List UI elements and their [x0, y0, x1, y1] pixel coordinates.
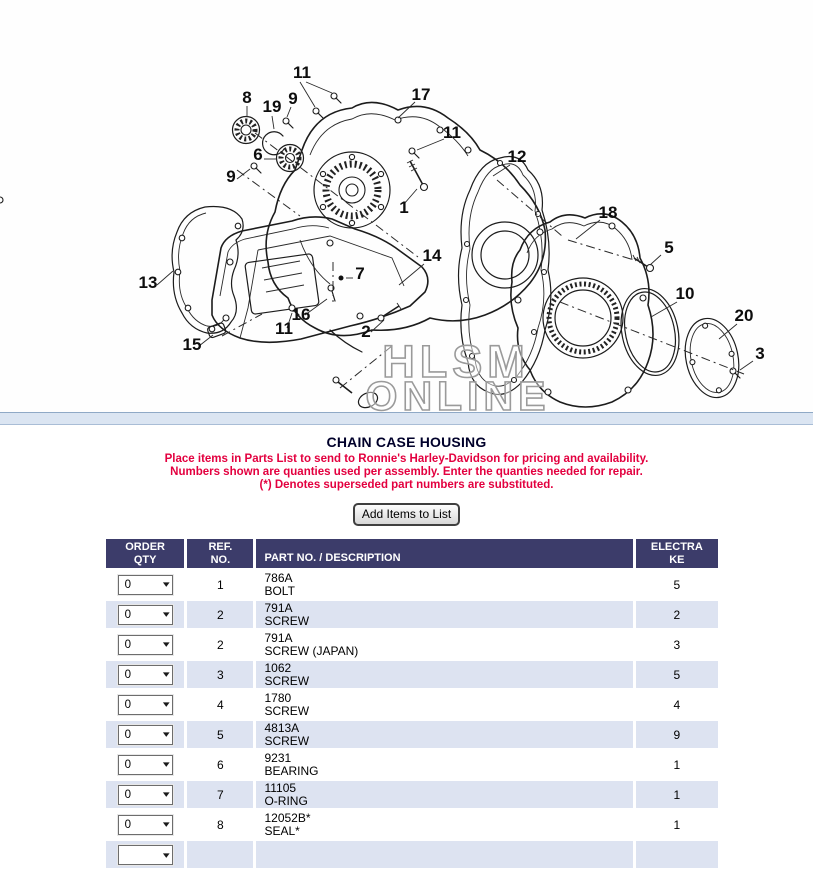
qty-select[interactable]: 0 ▾ [118, 695, 173, 715]
part-number: 1062 [264, 660, 292, 675]
electra-qty-cell [636, 841, 718, 868]
qty-select[interactable]: 0 ▾ [118, 725, 173, 745]
part-callout-15: 15 [182, 335, 202, 354]
part-description: BOLT [264, 583, 295, 598]
part-description-cell [256, 721, 632, 748]
housing-inner [212, 217, 428, 352]
part-callout-13: 13 [138, 273, 158, 292]
part-number: 791A [264, 600, 293, 615]
chevron-down-icon: ▾ [162, 609, 170, 619]
part-number: 9231 [264, 750, 292, 765]
ref-no-cell: 3 [187, 661, 253, 688]
ref-no-cell: 2 [187, 601, 253, 628]
order-qty-cell [106, 781, 184, 808]
part-callout-2: 2 [361, 322, 371, 341]
chevron-down-icon: ▾ [162, 639, 170, 649]
part-number: 12052B* [264, 810, 311, 825]
part-callout-17: 17 [411, 85, 431, 104]
part-callout-11: 11 [293, 63, 311, 82]
part-number: 11105 [264, 780, 297, 795]
part-description-cell [256, 601, 632, 628]
qty-select[interactable] [118, 845, 173, 865]
part-callout-19: 19 [262, 97, 282, 116]
qty-select[interactable]: 0 ▾ [118, 605, 173, 625]
electra-qty-cell: 2 [636, 601, 718, 628]
part-description: SCREW [264, 703, 310, 718]
qty-select[interactable]: 0 ▾ [118, 785, 173, 805]
chevron-down-icon: ▾ [162, 789, 170, 799]
electra-qty-cell: 3 [636, 631, 718, 658]
part-callout-11: 11 [275, 319, 293, 338]
part-callout-12: 12 [507, 147, 527, 166]
ref-no-cell [187, 841, 253, 868]
chevron-down-icon: ▾ [162, 699, 170, 709]
parts-table [103, 536, 721, 871]
qty-select[interactable]: 0 ▾ [118, 815, 173, 835]
order-qty-cell [106, 721, 184, 748]
part-description-cell [256, 811, 632, 838]
chevron-down-icon: ▾ [162, 759, 170, 769]
bearing-part [277, 145, 304, 172]
watermark-line1: HLSM [382, 336, 530, 387]
notice-line-2: Numbers shown are quanties used per assembly. Enter the quanties needed for repair. [170, 466, 643, 478]
electra-qty-cell: 5 [636, 661, 718, 688]
notice-line-3: (*) Denotes superseded part numbers are substituted. [259, 479, 554, 491]
part-callout-9: 9 [226, 167, 236, 186]
part-callout-7: 7 [355, 264, 365, 283]
electra-qty-cell: 1 [636, 811, 718, 838]
part-callout-1: 1 [399, 198, 409, 217]
ref-no-cell: 1 [187, 571, 253, 598]
part-description-cell [256, 571, 632, 598]
qty-select[interactable]: 0 ▾ [118, 755, 173, 775]
col-ref-no: REF. NO. [187, 539, 253, 568]
part-description: SCREW [264, 613, 310, 628]
ref-no-cell: 6 [187, 751, 253, 778]
order-qty-cell [106, 811, 184, 838]
ref-no-cell: 4 [187, 691, 253, 718]
qty-select[interactable]: 0 ▾ [118, 635, 173, 655]
part-description-cell [256, 691, 632, 718]
part-description: SCREW [264, 673, 310, 688]
electra-qty-cell: 5 [636, 571, 718, 598]
ref-no-cell: 8 [187, 811, 253, 838]
table-row [106, 631, 718, 658]
chevron-down-icon: ▾ [162, 579, 170, 589]
ref-no-cell: 5 [187, 721, 253, 748]
part-description: BEARING [264, 763, 319, 778]
callout-labels [139, 63, 765, 363]
part-number: 786A [264, 570, 293, 585]
part-description-cell [256, 661, 632, 688]
part-callout-16: 16 [291, 305, 311, 324]
table-header-row [106, 539, 718, 568]
chevron-down-icon: ▾ [162, 729, 170, 739]
watermark-line2: ONLINE [365, 373, 551, 419]
electra-qty-cell: 9 [636, 721, 718, 748]
table-row [106, 841, 718, 868]
part-callout-11: 11 [443, 123, 461, 142]
order-qty-cell [106, 601, 184, 628]
col-electra: ELECTRA KE [636, 539, 718, 568]
chevron-down-icon: ▾ [162, 669, 170, 679]
part-callout-5: 5 [664, 238, 674, 257]
ref-no-cell: 7 [187, 781, 253, 808]
part-description-cell [256, 631, 632, 658]
notice-text [0, 453, 813, 492]
table-row [106, 751, 718, 778]
part-callout-9: 9 [288, 89, 298, 108]
qty-select[interactable]: 0 ▾ [118, 665, 173, 685]
electra-qty-cell: 1 [636, 751, 718, 778]
gasket-left [172, 207, 243, 334]
table-row [106, 691, 718, 718]
col-order-qty: ORDER QTY [106, 539, 184, 568]
chevron-down-icon: ▾ [162, 819, 170, 829]
table-row [106, 601, 718, 628]
table-row [106, 721, 718, 748]
part-callout-6: 6 [253, 145, 263, 164]
table-row [106, 661, 718, 688]
order-qty-cell [106, 841, 184, 868]
part-callout-18: 18 [598, 203, 618, 222]
part-callout-8: 8 [242, 88, 252, 107]
electra-qty-cell: 1 [636, 781, 718, 808]
part-callout-10: 10 [675, 284, 695, 303]
page-title: CHAIN CASE HOUSING [326, 434, 487, 450]
table-row [106, 571, 718, 598]
part-number: 791A [264, 630, 293, 645]
order-qty-cell [106, 571, 184, 598]
table-row [106, 781, 718, 808]
cover-plate [678, 313, 745, 402]
part-description: SCREW (JAPAN) [264, 643, 359, 658]
add-items-button[interactable]: Add Items to List [353, 503, 460, 526]
electra-qty-cell: 4 [636, 691, 718, 718]
part-description: O-RING [264, 793, 308, 808]
part-description-cell [256, 781, 632, 808]
part-description-cell [256, 841, 632, 868]
notice-line-1: Place items in Parts List to send to Ronnie's Harley-Davidson for pricing and availability. [164, 453, 649, 465]
part-callout-14: 14 [422, 246, 442, 265]
qty-select[interactable]: 0 ▾ [118, 575, 173, 595]
order-qty-cell [106, 631, 184, 658]
seal-part [233, 117, 260, 144]
part-description: SCREW [264, 733, 310, 748]
part-callout-20: 20 [734, 306, 754, 325]
part-number: 4813A [264, 720, 300, 735]
chevron-down-icon: ▾ [162, 849, 170, 860]
parts-diagram [0, 0, 813, 419]
order-qty-cell [106, 751, 184, 778]
table-row [106, 811, 718, 838]
ref-no-cell: 2 [187, 631, 253, 658]
order-qty-cell [106, 661, 184, 688]
part-number: 1780 [264, 690, 292, 705]
part-description-cell [256, 751, 632, 778]
part-description: SEAL* [264, 823, 300, 838]
part-callout-3: 3 [755, 344, 765, 363]
col-part-description: PART NO. / DESCRIPTION [256, 539, 632, 568]
exploded-diagram [0, 0, 813, 419]
order-qty-cell [106, 691, 184, 718]
